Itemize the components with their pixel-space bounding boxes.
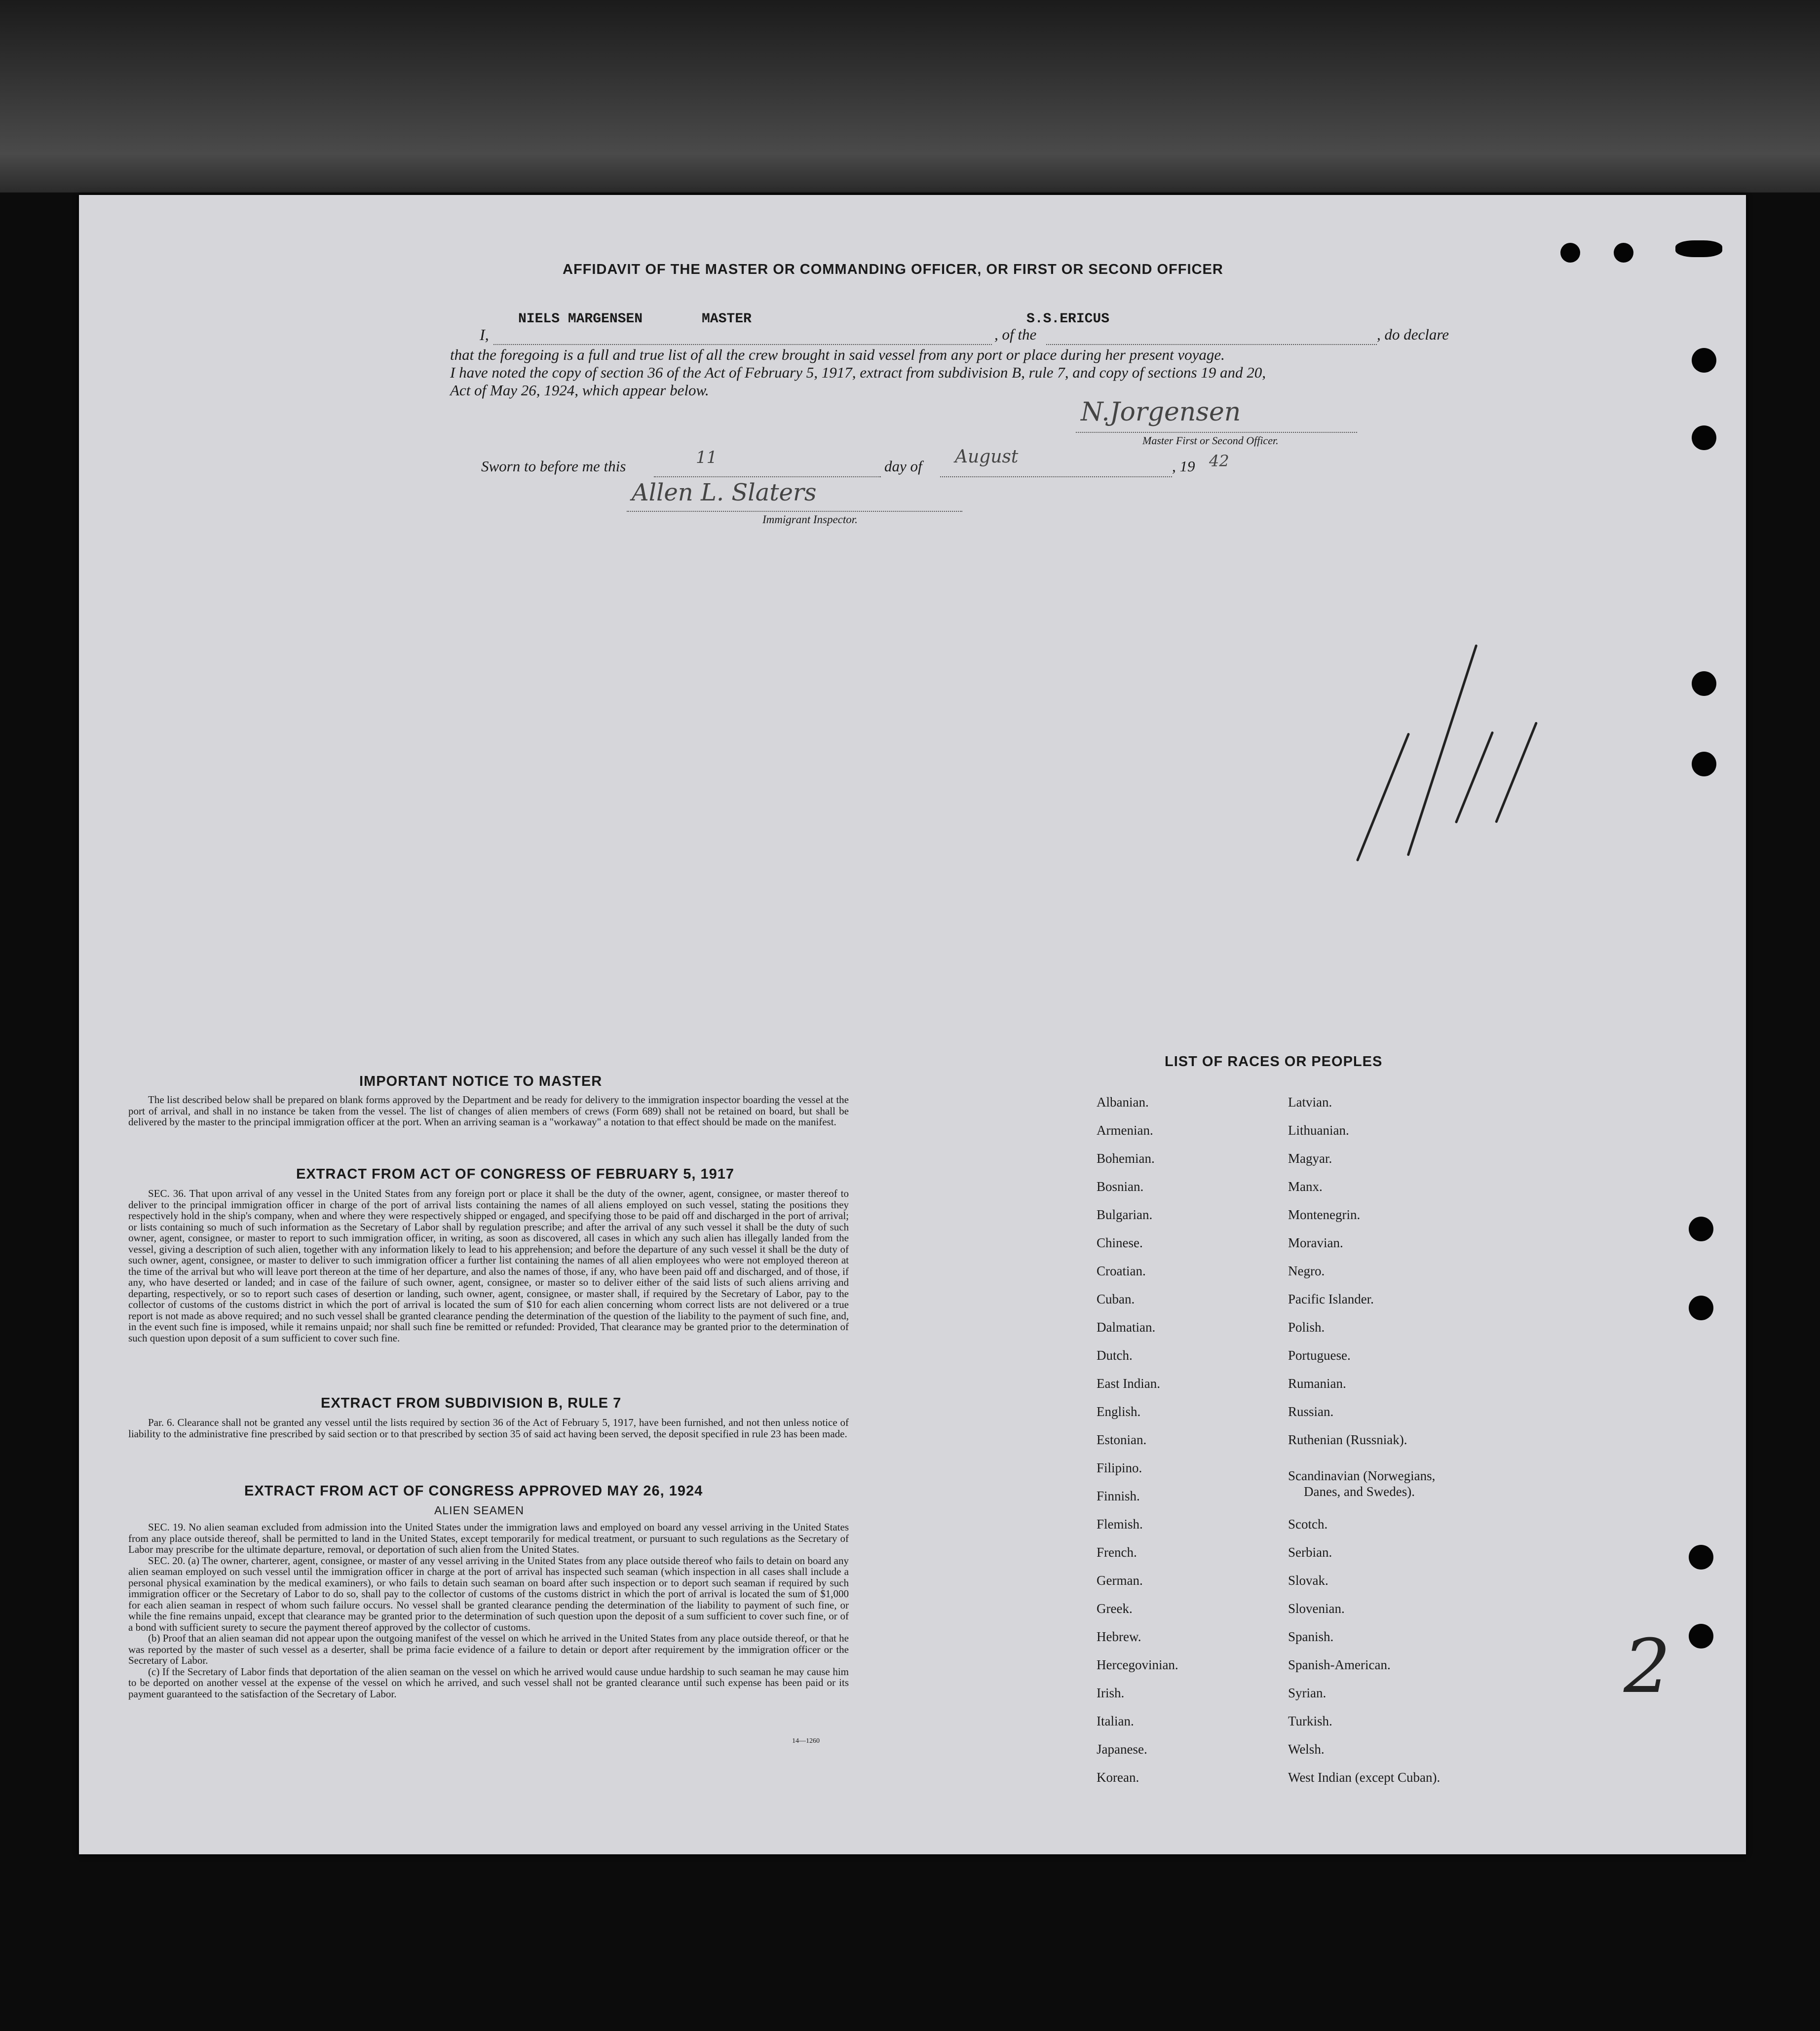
races-title: LIST OF RACES OR PEOPLES <box>1165 1054 1383 1070</box>
race-item: Bohemian. <box>1097 1151 1155 1166</box>
act-1917-text <box>128 1188 849 1343</box>
act-1924-text <box>128 1522 849 1699</box>
affidavit-title: AFFIDAVIT OF THE MASTER OR COMMANDING OFFICER, OR FIRST OR SECOND OFFICER <box>563 262 1223 277</box>
act-1917-title: EXTRACT FROM ACT OF CONGRESS OF FEBRUARY 5, 1917 <box>296 1166 735 1182</box>
pen-stroke <box>1495 722 1538 823</box>
race-item: Ruthenian (Russniak). <box>1288 1432 1407 1447</box>
sec-19-paragraph: SEC. 19. No alien seaman excluded from admission into the United States under the immigration laws and employed on board any vessel arriving in the United States from any place outside thereof, shall be permitted to land in the United States, except temporarily for medical treatment, or pursuant to such regulations as the Secretary of Labor may prescribe for the ultimate departure, removal, or deportation of such alien from the United States. <box>128 1521 849 1555</box>
race-item: Spanish. <box>1288 1629 1334 1644</box>
race-item: West Indian (except Cuban). <box>1288 1770 1441 1785</box>
race-item: Pacific Islander. <box>1288 1292 1374 1306</box>
race-item: Flemish. <box>1097 1517 1143 1532</box>
race-item: Rumanian. <box>1288 1376 1346 1391</box>
notice-paragraph: The list described below shall be prepared on blank forms approved by the Department and be ready for delivery to the immigration inspector boarding the vessel at the port of arrival, and shall in no instance be taken from the vessel. The list of changes of alien members of crews (Form 689) shall not be retained on board, but shall be delivered by the master to the principal immigration officer at the port. When an arriving seaman is a "workaway" a notation to that effect should be made on the manifest. <box>128 1094 849 1128</box>
inspector-signature: Allen L. Slaters <box>632 479 817 506</box>
race-item: East Indian. <box>1097 1376 1160 1391</box>
affidavit-pronoun: I, <box>480 326 489 344</box>
race-item: Filipino. <box>1097 1460 1142 1475</box>
race-item: Serbian. <box>1288 1545 1332 1560</box>
race-item: Estonian. <box>1097 1432 1147 1447</box>
race-item: Chinese. <box>1097 1235 1143 1250</box>
race-item: Welsh. <box>1288 1742 1325 1757</box>
binder-hole <box>1689 1296 1713 1320</box>
race-item: Bulgarian. <box>1097 1207 1153 1222</box>
vessel-field <box>1046 324 1377 345</box>
rule-7-title: EXTRACT FROM SUBDIVISION B, RULE 7 <box>321 1395 622 1411</box>
binder-hole <box>1560 243 1580 263</box>
pen-stroke <box>1407 644 1478 856</box>
race-item: Slovak. <box>1288 1573 1328 1588</box>
race-item: Hebrew. <box>1097 1629 1141 1644</box>
pen-stroke <box>1356 732 1410 861</box>
master-name: NIELS MARGENSEN <box>518 311 643 327</box>
affidavit-line-3: I have noted the copy of section 36 of the Act of February 5, 1917, extract from subdivision B, rule 7, and copy of sections 19 and 20, <box>450 364 1266 381</box>
race-item: Japanese. <box>1097 1742 1147 1757</box>
binder-hole <box>1689 1217 1713 1241</box>
binder-hole <box>1692 671 1716 696</box>
sec-20a-paragraph: SEC. 20. (a) The owner, charterer, agent, consignee, or master of any vessel arriving in the United States from any place outside thereof who fails to detain on board any alien seaman employed on such vessel until the immigration officer in charge at the port of arrival has inspected such seaman (which inspection in all cases shall include a personal physical examination by the medical examiners), or who fails to detain such seaman on board after such inspection or to deport such seaman if required by such immigration officer or the Secretary of Labor to do so, shall pay to the collector of customs of the customs district in which the port of arrival is located the sum of $1,000 for each alien seaman in respect of whom such failure occurs. No vessel shall be granted clearance pending the determination of the liability to payment of such fine, or while the fine remains unpaid, except that clearance may be granted prior to the determination of such question upon the deposit of a sum sufficient to cover such fine, or of a bond with sufficient surety to secure the payment thereof approved by the collector of customs. <box>128 1554 849 1633</box>
ink-blot <box>1675 240 1722 257</box>
race-item: Italian. <box>1097 1714 1134 1728</box>
race-item: English. <box>1097 1404 1141 1419</box>
race-item: Finnish. <box>1097 1489 1140 1503</box>
sec-20c-paragraph: (c) If the Secretary of Labor finds that deportation of the alien seaman on the vessel on which he arrived would cause undue hardship to such seaman he may cause him to be deported on another vessel at the expense of the vessel on which he arrived, and such vessel shall not be granted clearance until such expense has been paid or its payment guaranteed to the satisfaction of the Secretary of Labor. <box>128 1665 849 1700</box>
sworn-month: August <box>955 447 1019 467</box>
race-item: Lithuanian. <box>1288 1123 1349 1138</box>
sworn-year: 42 <box>1209 452 1229 470</box>
race-item: Irish. <box>1097 1686 1125 1700</box>
race-item: Turkish. <box>1288 1714 1332 1728</box>
race-item: Negro. <box>1288 1264 1325 1278</box>
do-declare-label: , do declare <box>1377 326 1449 343</box>
sworn-label: Sworn to before me this <box>481 458 626 475</box>
affidavit-line-4: Act of May 26, 1924, which appear below. <box>450 382 709 399</box>
race-item: Russian. <box>1288 1404 1334 1419</box>
race-item: Greek. <box>1097 1601 1133 1616</box>
form-number: 14—1260 <box>792 1737 820 1745</box>
race-item: Manx. <box>1288 1179 1323 1194</box>
binder-hole <box>1689 1545 1713 1570</box>
race-item: Armenian. <box>1097 1123 1153 1138</box>
affidavit-line-2: that the foregoing is a full and true list of all the crew brought in said vessel from any port or place during her present voyage. <box>450 346 1225 363</box>
inspector-caption: Immigrant Inspector. <box>762 513 858 526</box>
scanner-background <box>0 0 1820 192</box>
notice-title: IMPORTANT NOTICE TO MASTER <box>359 1073 603 1089</box>
race-item: Portuguese. <box>1288 1348 1351 1363</box>
race-item: Latvian. <box>1288 1095 1332 1110</box>
binder-hole <box>1689 1624 1713 1648</box>
race-item: Dalmatian. <box>1097 1320 1156 1335</box>
of-the-label: , of the <box>994 326 1037 343</box>
race-item: Scandinavian (Norwegians, <box>1288 1468 1436 1483</box>
race-item: Bosnian. <box>1097 1179 1144 1194</box>
binder-hole <box>1614 243 1633 263</box>
document-page <box>79 195 1746 1854</box>
master-name-field <box>493 324 992 345</box>
rule-7-text <box>128 1417 849 1439</box>
rule-7-paragraph: Par. 6. Clearance shall not be granted any vessel until the lists required by section 36 of the Act of February 5, 1917, have been furnished, and not then unless notice of liability to the administrative fine prescribed by said section or to that prescribed by section 35 of said act having been served, the deposit specified in rule 23 has been made. <box>128 1417 849 1440</box>
race-item: Polish. <box>1288 1320 1325 1335</box>
race-item: Hercegovinian. <box>1097 1657 1178 1672</box>
race-item: Spanish-American. <box>1288 1657 1391 1672</box>
year-label: , 19 <box>1172 458 1195 475</box>
binder-hole <box>1692 348 1716 373</box>
margin-handwritten-mark: 2 <box>1624 1624 1671 1710</box>
race-item: Cuban. <box>1097 1292 1135 1306</box>
race-item: Dutch. <box>1097 1348 1133 1363</box>
race-item: Moravian. <box>1288 1235 1343 1250</box>
race-item: Syrian. <box>1288 1686 1327 1700</box>
sec-20b-paragraph: (b) Proof that an alien seaman did not appear upon the outgoing manifest of the vessel on which he arrived in the United States from any place outside thereof, or that he was reported by the master of such vessel as a deserter, shall be prima facie evidence of a failure to detain or deport after requirement by the immigration officer or the Secretary of Labor. <box>128 1632 849 1666</box>
notice-text <box>128 1094 849 1128</box>
race-item: Danes, and Swedes). <box>1304 1484 1415 1499</box>
act-1924-title: EXTRACT FROM ACT OF CONGRESS APPROVED MAY 26, 1924 <box>244 1483 703 1499</box>
day-of-label: day of <box>884 458 922 475</box>
master-rank: MASTER <box>702 311 752 327</box>
sworn-day-field <box>654 457 881 477</box>
race-item: French. <box>1097 1545 1137 1560</box>
binder-hole <box>1692 752 1716 776</box>
race-item: Magyar. <box>1288 1151 1332 1166</box>
race-item: Croatian. <box>1097 1264 1146 1278</box>
race-item: Albanian. <box>1097 1095 1149 1110</box>
race-item: German. <box>1097 1573 1143 1588</box>
master-signature: N.Jorgensen <box>1081 397 1241 427</box>
race-item: Scotch. <box>1288 1517 1328 1532</box>
act-1917-paragraph: SEC. 36. That upon arrival of any vessel in the United States from any foreign port or place it shall be the duty of the owner, agent, consignee, or master thereof to deliver to the principal immigration officer in charge of the port of arrival lists containing the names of all aliens employed on such vessel, stating the positions they respectively hold in the ship's company, when and where they were respectively shipped or engaged, and specifying those to be paid off and discharged in the port of arrival; or lists containing so much of such information as the Secretary of Labor shall by regulation prescribe; and after the arrival of any such vessel it shall be the duty of such owner, agent, consignee, or master to report to such immigration officer, in writing, as soon as discovered, all cases in which any such alien has illegally landed from the vessel, giving a description of such alien, together with any information likely to lead to his apprehension; and before the departure of any such vessel it shall be the duty of such owner, agent, consignee, or master to deliver to such immigration officer a further list containing the names of all alien employees who were not employed thereon at the time of the arrival but who will leave port thereon at the time of her departure, and also the names of those, if any, who have been paid off and discharged, and of those, if any, who have deserted or landed; and in case of the failure of such owner, agent, consignee, or master so to deliver either of the said lists of such aliens arriving and departing, respectively, or so to report such cases of desertion or landing, such owner, agent, consignee, or master shall, if required by the Secretary of Labor, pay to the collector of customs of the customs district in which the port of arrival is located the sum of $10 for each alien concerning whom correct lists are not delivered or a true report is not made as above required; and no such vessel shall be granted clearance pending the determination of the question of the liability to the payment of such fine, and, in the event such fine is imposed, while it remains unpaid; nor shall such fine be remitted or refunded: Provided, That clearance may be granted prior to the determination of such question upon deposit of a sum sufficient to cover such fine. <box>128 1188 849 1344</box>
pen-stroke <box>1455 731 1494 823</box>
binder-hole <box>1692 425 1716 450</box>
signature-caption: Master First or Second Officer. <box>1142 434 1279 447</box>
race-item: Slovenian. <box>1288 1601 1345 1616</box>
race-item: Korean. <box>1097 1770 1139 1785</box>
race-item: Montenegrin. <box>1288 1207 1361 1222</box>
sworn-day: 11 <box>696 448 718 467</box>
vessel-name: S.S.ERICUS <box>1026 311 1110 327</box>
act-1924-subtitle: ALIEN SEAMEN <box>434 1504 524 1517</box>
